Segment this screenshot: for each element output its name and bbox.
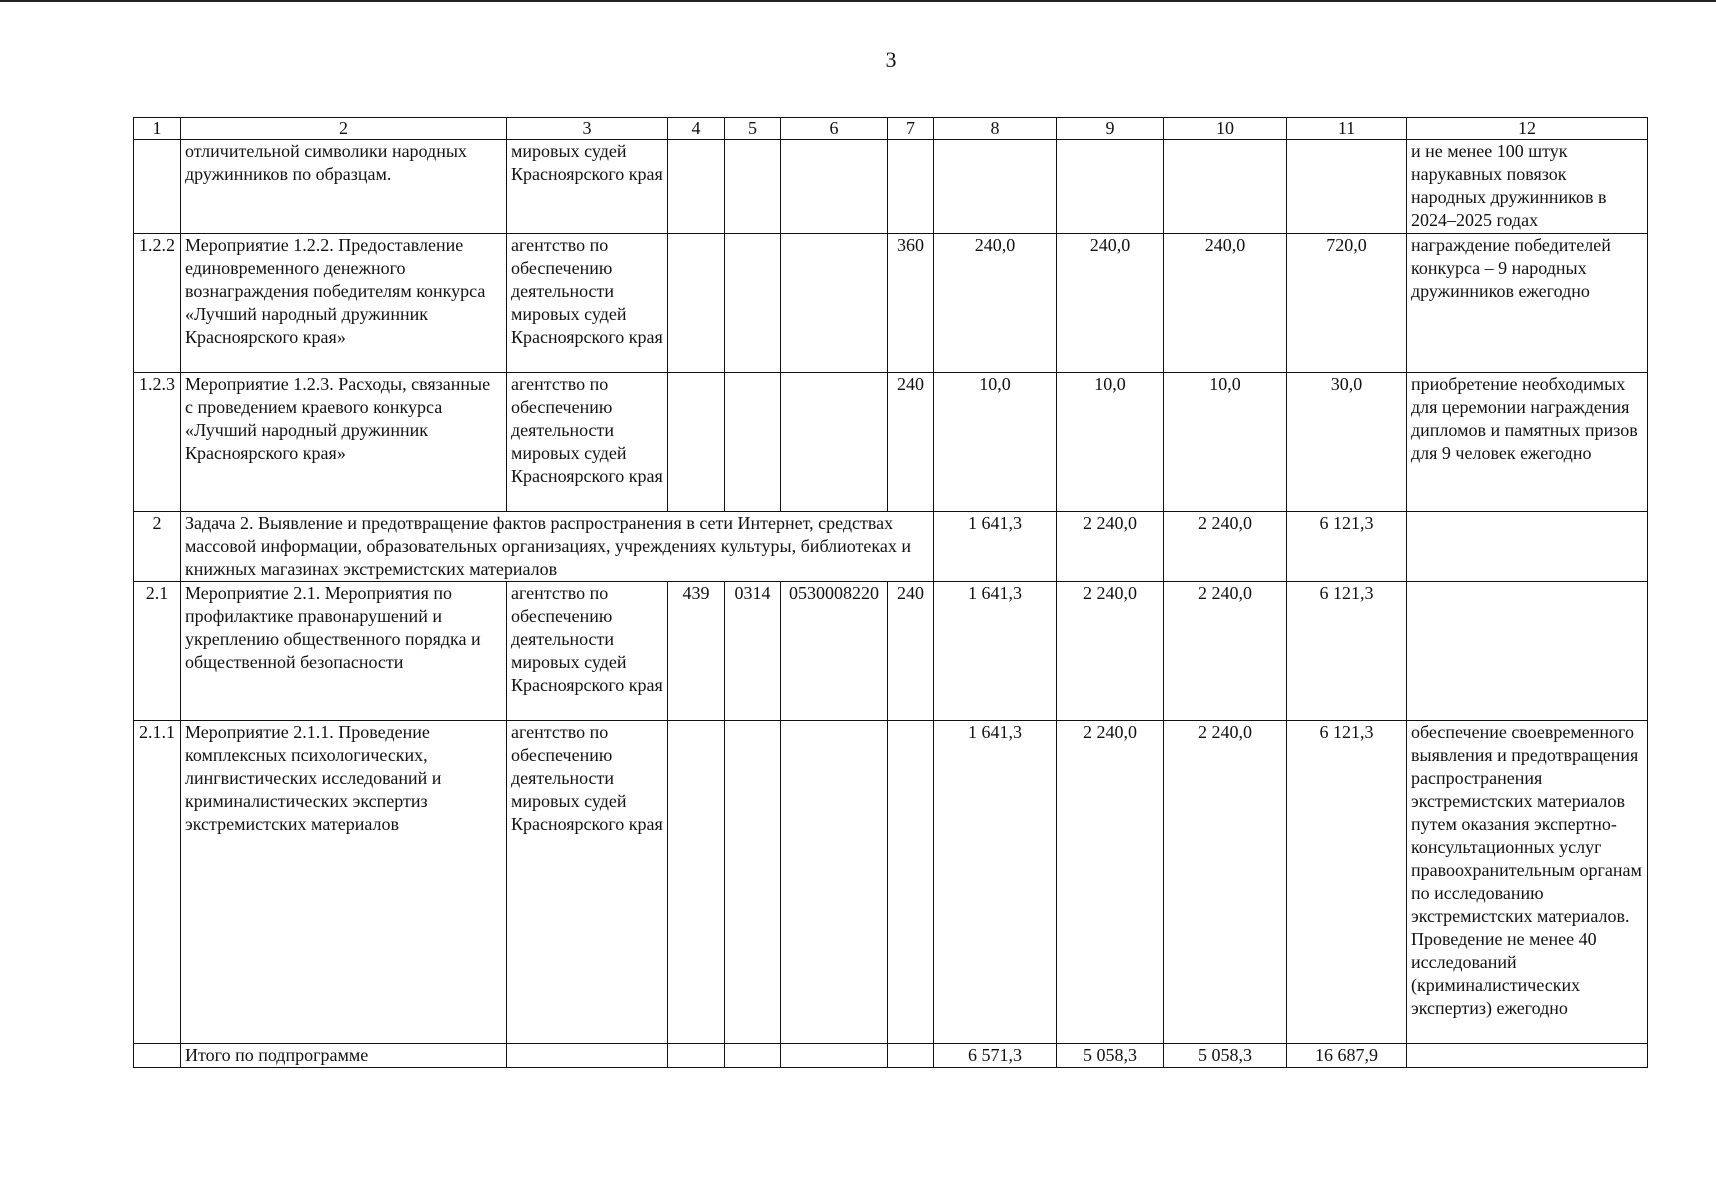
- column-header: 4: [668, 118, 725, 140]
- column-header: 7: [888, 118, 934, 140]
- cell-c7: 240: [888, 582, 934, 721]
- cell-c5: [725, 721, 781, 1044]
- row-number: [134, 140, 181, 234]
- column-header: 5: [725, 118, 781, 140]
- column-header: 11: [1287, 118, 1407, 140]
- total-label: Итого по подпрограмме: [181, 1044, 507, 1068]
- page-number: 3: [885, 47, 897, 72]
- cell-c5: [725, 234, 781, 373]
- row-number: 2: [134, 512, 181, 582]
- cell-c5: [725, 1044, 781, 1068]
- cell-c6: [781, 234, 888, 373]
- row-number: 1.2.2: [134, 234, 181, 373]
- cell-c9: 2 240,0: [1057, 582, 1164, 721]
- cell-c9: 240,0: [1057, 234, 1164, 373]
- executor: агентство по обеспечению деятельности мировых судей Красноярского края: [507, 234, 668, 373]
- executor: агентство по обеспечению деятельности мировых судей Красноярского края: [507, 582, 668, 721]
- cell-c9: [1057, 140, 1164, 234]
- column-header: 2: [181, 118, 507, 140]
- cell-c4: 439: [668, 582, 725, 721]
- table-row: [134, 140, 1648, 234]
- row-number: 2.1.1: [134, 721, 181, 1044]
- cell-c6: [781, 1044, 888, 1068]
- cell-c4: [668, 1044, 725, 1068]
- executor: [507, 1044, 668, 1068]
- cell-c9: 10,0: [1057, 373, 1164, 512]
- cell-c7: 240: [888, 373, 934, 512]
- cell-c11: 30,0: [1287, 373, 1407, 512]
- budget-table: [133, 117, 1648, 1068]
- table-row: [134, 721, 1648, 1044]
- expected-result: и не менее 100 штук нарукавных повязок народных дружинников в 2024–2025 годах: [1407, 140, 1648, 234]
- table-row: [134, 582, 1648, 721]
- column-header: 3: [507, 118, 668, 140]
- cell-c8: [934, 140, 1057, 234]
- row-number: 1.2.3: [134, 373, 181, 512]
- cell-c11: 6 121,3: [1287, 721, 1407, 1044]
- expected-result: обеспечение своевременного выявления и предотвращения распространения экстремистских материалов путем оказания экспертно-консультационных услуг правоохранительным органам по исследованию экстремистских материалов. Проведение не менее 40 исследований (криминалистических экспертиз) ежегодно: [1407, 721, 1648, 1044]
- cell-c10: [1164, 140, 1287, 234]
- cell-c4: [668, 140, 725, 234]
- expected-result: приобретение необходимых для церемонии награждения дипломов и памятных призов для 9 человек ежегодно: [1407, 373, 1648, 512]
- total-c9: 5 058,3: [1057, 1044, 1164, 1068]
- activity-name: Мероприятие 1.2.3. Расходы, связанные с проведением краевого конкурса «Лучший народный дружинник Красноярского края»: [181, 373, 507, 512]
- activity-name: Мероприятие 2.1. Мероприятия по профилактике правонарушений и укреплению общественного порядка и общественной безопасности: [181, 582, 507, 721]
- expected-result: [1407, 1044, 1648, 1068]
- cell-c8: 10,0: [934, 373, 1057, 512]
- row-number: [134, 1044, 181, 1068]
- cell-c6: [781, 373, 888, 512]
- total-c10: 5 058,3: [1164, 1044, 1287, 1068]
- executor: агентство по обеспечению деятельности мировых судей Красноярского края: [507, 721, 668, 1044]
- cell-c5: [725, 140, 781, 234]
- cell-c4: [668, 373, 725, 512]
- cell-c9: 2 240,0: [1057, 721, 1164, 1044]
- cell-c8: 1 641,3: [934, 512, 1057, 582]
- column-header: 10: [1164, 118, 1287, 140]
- executor: мировых судей Красноярского края: [507, 140, 668, 234]
- activity-name: отличительной символики народных дружинников по образцам.: [181, 140, 507, 234]
- cell-c8: 1 641,3: [934, 721, 1057, 1044]
- cell-c7: [888, 1044, 934, 1068]
- cell-c6: [781, 721, 888, 1044]
- cell-c11: [1287, 140, 1407, 234]
- cell-c11: 6 121,3: [1287, 582, 1407, 721]
- row-number: 2.1: [134, 582, 181, 721]
- cell-c5: 0314: [725, 582, 781, 721]
- cell-c11: 6 121,3: [1287, 512, 1407, 582]
- cell-c6: [781, 140, 888, 234]
- cell-c10: 2 240,0: [1164, 721, 1287, 1044]
- executor: агентство по обеспечению деятельности мировых судей Красноярского края: [507, 373, 668, 512]
- cell-c5: [725, 373, 781, 512]
- total-row: [134, 1044, 1648, 1068]
- cell-c11: 720,0: [1287, 234, 1407, 373]
- cell-c7: 360: [888, 234, 934, 373]
- column-header: 1: [134, 118, 181, 140]
- table-row: [134, 234, 1648, 373]
- column-header: 12: [1407, 118, 1648, 140]
- cell-c8: 240,0: [934, 234, 1057, 373]
- cell-c9: 2 240,0: [1057, 512, 1164, 582]
- top-edge-rule: [0, 0, 1716, 2]
- total-c11: 16 687,9: [1287, 1044, 1407, 1068]
- cell-c7: [888, 721, 934, 1044]
- column-header: 6: [781, 118, 888, 140]
- table-row: [134, 373, 1648, 512]
- expected-result: [1407, 512, 1648, 582]
- column-header: 8: [934, 118, 1057, 140]
- activity-name: Мероприятие 2.1.1. Проведение комплексных психологических, лингвистических исследований и криминалистических экспертиз экстремистских материалов: [181, 721, 507, 1044]
- expected-result: [1407, 582, 1648, 721]
- cell-c10: 2 240,0: [1164, 512, 1287, 582]
- expected-result: награждение победителей конкурса – 9 народных дружинников ежегодно: [1407, 234, 1648, 373]
- activity-name: Мероприятие 1.2.2. Предоставление единовременного денежного вознаграждения победителям конкурса «Лучший народный дружинник Красноярского края»: [181, 234, 507, 373]
- task-row: [134, 512, 1648, 582]
- cell-c4: [668, 721, 725, 1044]
- cell-c10: 2 240,0: [1164, 582, 1287, 721]
- cell-c10: 240,0: [1164, 234, 1287, 373]
- task-title: Задача 2. Выявление и предотвращение фактов распространения в сети Интернет, средствах массовой информации, образовательных организациях, учреждениях культуры, библиотеках и книжных магазинах экстремистских материалов: [181, 512, 934, 582]
- cell-c10: 10,0: [1164, 373, 1287, 512]
- total-c8: 6 571,3: [934, 1044, 1057, 1068]
- cell-c4: [668, 234, 725, 373]
- cell-c7: [888, 140, 934, 234]
- table-header-row: [134, 118, 1648, 140]
- column-header: 9: [1057, 118, 1164, 140]
- cell-c8: 1 641,3: [934, 582, 1057, 721]
- cell-c6: 0530008220: [781, 582, 888, 721]
